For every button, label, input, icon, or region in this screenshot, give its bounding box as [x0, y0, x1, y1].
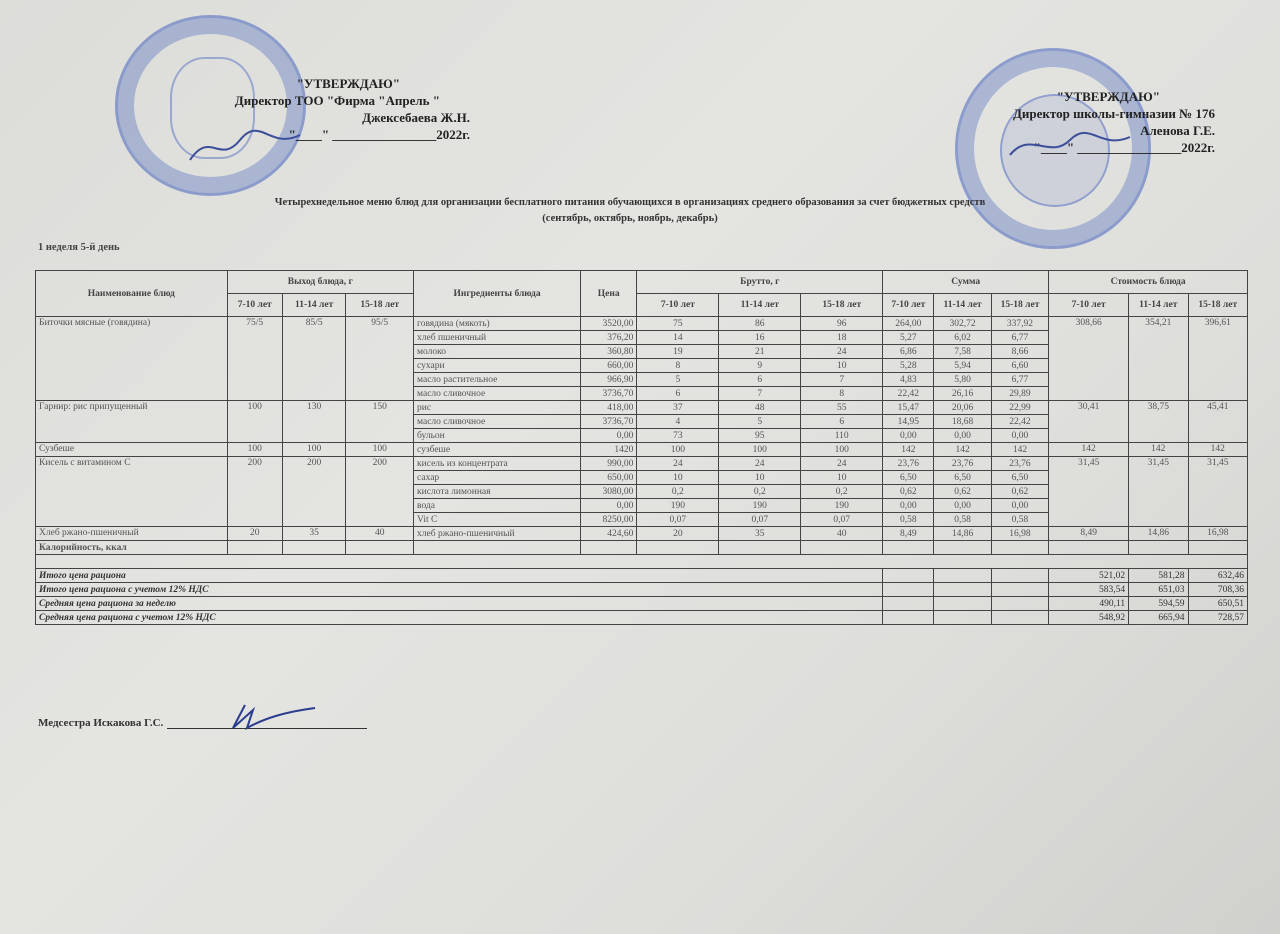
ingredient-gross: 190	[637, 499, 719, 513]
approval-position: Директор ТОО "Фирма "Апрель "	[234, 93, 440, 108]
ingredient-sum: 6,77	[991, 331, 1048, 345]
ingredient-sum: 6,86	[883, 345, 934, 359]
ingredient-gross: 0,07	[719, 513, 801, 527]
dish-yield: 130	[282, 401, 346, 443]
header-gross-age-2: 15-18 лет	[801, 294, 883, 317]
ingredient-sum: 5,94	[934, 359, 991, 373]
ingredient-gross: 7	[801, 373, 883, 387]
ingredient-name: хлеб ржано-пшеничный	[414, 527, 581, 541]
totals-label: Средняя цена рациона за неделю	[36, 597, 883, 611]
ingredient-price: 3520,00	[581, 317, 637, 331]
ingredient-gross: 0,07	[637, 513, 719, 527]
week-day-label: 1 неделя 5-й день	[38, 242, 120, 253]
calories-row	[36, 541, 1248, 555]
ingredient-sum: 23,76	[934, 457, 991, 471]
ingredient-gross: 86	[719, 317, 801, 331]
dish-name: Гарнир: рис припущенный	[36, 401, 228, 443]
ingredient-price: 660,00	[581, 359, 637, 373]
approval-heading: "УТВЕРЖДАЮ"	[296, 76, 400, 91]
ingredient-gross: 190	[719, 499, 801, 513]
dish-cost: 8,49	[1049, 527, 1129, 541]
empty-cell	[991, 569, 1048, 583]
ingredient-gross: 4	[637, 415, 719, 429]
ingredient-gross: 10	[719, 471, 801, 485]
ingredient-sum: 142	[934, 443, 991, 457]
header-sum-age-2: 15-18 лет	[991, 294, 1048, 317]
approval-name: Аленова Г.Е.	[1140, 123, 1215, 138]
totals-row	[36, 583, 1248, 597]
dish-cost: 14,86	[1129, 527, 1188, 541]
empty-cell	[581, 541, 637, 555]
ingredient-sum: 22,42	[991, 415, 1048, 429]
header-cost-age-2: 15-18 лет	[1188, 294, 1248, 317]
ingredient-sum: 5,27	[883, 331, 934, 345]
empty-cell	[801, 541, 883, 555]
header-sum-age-1: 11-14 лет	[934, 294, 991, 317]
menu-table	[35, 270, 1248, 625]
ingredient-gross: 9	[719, 359, 801, 373]
signature-left-icon	[180, 120, 320, 170]
ingredient-gross: 21	[719, 345, 801, 359]
ingredient-price: 3736,70	[581, 387, 637, 401]
totals-value: 521,02	[1049, 569, 1129, 583]
ingredient-sum: 16,98	[991, 527, 1048, 541]
ingredient-gross: 20	[637, 527, 719, 541]
empty-cell	[227, 541, 282, 555]
dish-cost: 31,45	[1129, 457, 1188, 527]
empty-cell	[883, 597, 934, 611]
ingredient-gross: 10	[801, 359, 883, 373]
ingredient-sum: 5,80	[934, 373, 991, 387]
ingredient-sum: 4,83	[883, 373, 934, 387]
ingredient-gross: 24	[801, 345, 883, 359]
ingredient-sum: 8,66	[991, 345, 1048, 359]
dish-yield: 100	[227, 401, 282, 443]
ingredient-gross: 0,07	[801, 513, 883, 527]
empty-cell	[414, 541, 581, 555]
ingredient-gross: 14	[637, 331, 719, 345]
dish-cost: 45,41	[1188, 401, 1248, 443]
ingredient-gross: 8	[801, 387, 883, 401]
ingredient-sum: 0,58	[883, 513, 934, 527]
dish-cost: 31,45	[1188, 457, 1248, 527]
empty-cell	[36, 555, 1248, 569]
table-row	[36, 401, 1248, 415]
ingredient-name: молоко	[414, 345, 581, 359]
dish-yield: 85/5	[282, 317, 346, 401]
ingredient-sum: 5,28	[883, 359, 934, 373]
empty-cell	[883, 583, 934, 597]
ingredient-sum: 0,62	[991, 485, 1048, 499]
ingredient-sum: 6,50	[883, 471, 934, 485]
ingredient-sum: 29,89	[991, 387, 1048, 401]
approval-name: Джексебаева Ж.Н.	[362, 110, 470, 125]
header-cost-age-1: 11-14 лет	[1129, 294, 1188, 317]
ingredient-gross: 6	[637, 387, 719, 401]
empty-cell	[883, 541, 934, 555]
header-price: Цена	[581, 271, 637, 317]
dish-cost: 354,21	[1129, 317, 1188, 401]
ingredient-name: говядина (мякоть)	[414, 317, 581, 331]
ingredient-gross: 0,2	[719, 485, 801, 499]
dish-cost: 142	[1049, 443, 1129, 457]
ingredient-name: вода	[414, 499, 581, 513]
ingredient-sum: 142	[991, 443, 1048, 457]
totals-label: Итого цена рациона с учетом 12% НДС	[36, 583, 883, 597]
ingredient-sum: 18,68	[934, 415, 991, 429]
ingredient-sum: 7,58	[934, 345, 991, 359]
ingredient-name: масло сливочное	[414, 387, 581, 401]
ingredient-gross: 100	[637, 443, 719, 457]
dish-cost: 16,98	[1188, 527, 1248, 541]
ingredient-sum: 20,06	[934, 401, 991, 415]
header-ingredients: Ингредиенты блюда	[414, 271, 581, 317]
ingredient-sum: 0,00	[883, 429, 934, 443]
ingredient-sum: 6,02	[934, 331, 991, 345]
ingredient-sum: 6,50	[991, 471, 1048, 485]
table-row	[36, 457, 1248, 471]
ingredient-sum: 264,00	[883, 317, 934, 331]
empty-cell	[934, 611, 991, 625]
totals-row	[36, 611, 1248, 625]
ingredient-gross: 24	[801, 457, 883, 471]
ingredient-gross: 0,2	[801, 485, 883, 499]
header-yield: Выход блюда, г	[227, 271, 413, 294]
header-yield-age-1: 11-14 лет	[282, 294, 346, 317]
empty-cell	[934, 583, 991, 597]
ingredient-gross: 5	[719, 415, 801, 429]
ingredient-price: 650,00	[581, 471, 637, 485]
totals-label: Средняя цена рациона с учетом 12% НДС	[36, 611, 883, 625]
dish-yield: 75/5	[227, 317, 282, 401]
ingredient-gross: 95	[719, 429, 801, 443]
table-row	[36, 443, 1248, 457]
ingredient-name: хлеб пшеничный	[414, 331, 581, 345]
ingredient-sum: 0,00	[991, 499, 1048, 513]
ingredient-price: 418,00	[581, 401, 637, 415]
dish-yield: 40	[346, 527, 414, 541]
totals-value: 651,03	[1129, 583, 1188, 597]
ingredient-sum: 8,49	[883, 527, 934, 541]
empty-cell	[883, 569, 934, 583]
ingredient-sum: 0,58	[934, 513, 991, 527]
ingredient-gross: 37	[637, 401, 719, 415]
ingredient-name: кисель из концентрата	[414, 457, 581, 471]
ingredient-price: 3736,70	[581, 415, 637, 429]
ingredient-sum: 0,58	[991, 513, 1048, 527]
ingredient-name: рис	[414, 401, 581, 415]
ingredient-sum: 142	[883, 443, 934, 457]
ingredient-price: 990,00	[581, 457, 637, 471]
empty-cell	[991, 597, 1048, 611]
totals-value: 650,51	[1188, 597, 1248, 611]
totals-value: 594,59	[1129, 597, 1188, 611]
ingredient-gross: 19	[637, 345, 719, 359]
empty-cell	[934, 569, 991, 583]
empty-cell	[637, 541, 719, 555]
table-row	[36, 527, 1248, 541]
ingredient-gross: 24	[719, 457, 801, 471]
ingredient-name: Vit C	[414, 513, 581, 527]
dish-yield: 35	[282, 527, 346, 541]
header-cost: Стоимость блюда	[1049, 271, 1248, 294]
ingredient-gross: 10	[637, 471, 719, 485]
ingredient-gross: 10	[801, 471, 883, 485]
approval-heading: "УТВЕРЖДАЮ"	[1056, 89, 1160, 104]
totals-row	[36, 569, 1248, 583]
ingredient-gross: 75	[637, 317, 719, 331]
dish-yield: 200	[346, 457, 414, 527]
ingredient-price: 360,80	[581, 345, 637, 359]
ingredient-sum: 14,95	[883, 415, 934, 429]
empty-cell	[1188, 541, 1248, 555]
approval-date: "____" ________________2022г.	[1033, 140, 1215, 155]
ingredient-sum: 26,16	[934, 387, 991, 401]
empty-cell	[719, 541, 801, 555]
signature-nurse-icon	[225, 700, 325, 732]
ingredient-gross: 16	[719, 331, 801, 345]
table-row	[36, 317, 1248, 331]
totals-value: 548,92	[1049, 611, 1129, 625]
document-title: Четырехнедельное меню блюд для организации бесплатного питания обучающихся в организациях среднего образования за счет бюджетных средств	[274, 197, 986, 208]
approval-position: Директор школы-гимназии № 176	[1012, 106, 1215, 121]
ingredient-sum: 6,60	[991, 359, 1048, 373]
ingredient-price: 8250,00	[581, 513, 637, 527]
dish-yield: 100	[346, 443, 414, 457]
empty-cell	[1049, 541, 1129, 555]
empty-cell	[1129, 541, 1188, 555]
ingredient-gross: 24	[637, 457, 719, 471]
ingredient-sum: 15,47	[883, 401, 934, 415]
totals-value: 490,11	[1049, 597, 1129, 611]
signature-right-icon	[1000, 125, 1140, 165]
ingredient-sum: 22,42	[883, 387, 934, 401]
menu-body	[36, 317, 1248, 625]
ingredient-sum: 337,92	[991, 317, 1048, 331]
dish-yield: 100	[227, 443, 282, 457]
header-gross-age-1: 11-14 лет	[719, 294, 801, 317]
ingredient-gross: 0,2	[637, 485, 719, 499]
ingredient-sum: 23,76	[991, 457, 1048, 471]
ingredient-sum: 6,77	[991, 373, 1048, 387]
ingredient-gross: 73	[637, 429, 719, 443]
ingredient-gross: 7	[719, 387, 801, 401]
dish-yield: 20	[227, 527, 282, 541]
ingredient-sum: 14,86	[934, 527, 991, 541]
document-subtitle: (сентябрь, октябрь, ноябрь, декабрь)	[542, 213, 718, 224]
dish-yield: 200	[282, 457, 346, 527]
ingredient-gross: 100	[719, 443, 801, 457]
ingredient-gross: 55	[801, 401, 883, 415]
ingredient-gross: 190	[801, 499, 883, 513]
empty-cell	[991, 611, 1048, 625]
dish-name: Биточки мясные (говядина)	[36, 317, 228, 401]
dish-name: Сузбеше	[36, 443, 228, 457]
ingredient-gross: 8	[637, 359, 719, 373]
dish-cost: 31,45	[1049, 457, 1129, 527]
dish-name: Кисель с витамином С	[36, 457, 228, 527]
calories-label: Калорийность, ккал	[36, 541, 228, 555]
dish-yield: 100	[282, 443, 346, 457]
ingredient-price: 0,00	[581, 429, 637, 443]
ingredient-name: кислота лимонная	[414, 485, 581, 499]
ingredient-sum: 0,00	[934, 429, 991, 443]
header-cost-age-0: 7-10 лет	[1049, 294, 1129, 317]
ingredient-price: 376,20	[581, 331, 637, 345]
ingredient-gross: 18	[801, 331, 883, 345]
dish-cost: 308,66	[1049, 317, 1129, 401]
ingredient-gross: 48	[719, 401, 801, 415]
ingredient-name: масло сливочное	[414, 415, 581, 429]
ingredient-sum: 0,00	[934, 499, 991, 513]
ingredient-price: 0,00	[581, 499, 637, 513]
ingredient-price: 1420	[581, 443, 637, 457]
empty-cell	[282, 541, 346, 555]
empty-cell	[934, 541, 991, 555]
header-sum: Сумма	[883, 271, 1049, 294]
ingredient-sum: 0,00	[883, 499, 934, 513]
dish-cost: 38,75	[1129, 401, 1188, 443]
ingredient-name: сухари	[414, 359, 581, 373]
ingredient-name: сахар	[414, 471, 581, 485]
empty-cell	[934, 597, 991, 611]
ingredient-gross: 5	[637, 373, 719, 387]
ingredient-sum: 0,62	[934, 485, 991, 499]
document-title-block	[200, 195, 1060, 227]
ingredient-gross: 40	[801, 527, 883, 541]
ingredient-sum: 0,62	[883, 485, 934, 499]
totals-value: 632,46	[1188, 569, 1248, 583]
totals-row	[36, 597, 1248, 611]
ingredient-price: 3080,00	[581, 485, 637, 499]
header-yield-age-0: 7-10 лет	[227, 294, 282, 317]
dish-yield: 150	[346, 401, 414, 443]
header-yield-age-2: 15-18 лет	[346, 294, 414, 317]
dish-cost: 30,41	[1049, 401, 1129, 443]
header-gross-age-0: 7-10 лет	[637, 294, 719, 317]
ingredient-sum: 22,99	[991, 401, 1048, 415]
totals-value: 583,54	[1049, 583, 1129, 597]
nurse-name: Медсестра Искакова Г.С.	[38, 717, 164, 729]
totals-value: 581,28	[1129, 569, 1188, 583]
totals-value: 728,57	[1188, 611, 1248, 625]
ingredient-gross: 100	[801, 443, 883, 457]
ingredient-gross: 96	[801, 317, 883, 331]
totals-value: 708,36	[1188, 583, 1248, 597]
ingredient-price: 424,60	[581, 527, 637, 541]
ingredient-sum: 6,50	[934, 471, 991, 485]
header-dish-name: Наименование блюд	[36, 271, 228, 317]
ingredient-name: бульон	[414, 429, 581, 443]
empty-cell	[883, 611, 934, 625]
ingredient-gross: 6	[719, 373, 801, 387]
ingredient-sum: 23,76	[883, 457, 934, 471]
totals-value: 665,94	[1129, 611, 1188, 625]
dish-yield: 95/5	[346, 317, 414, 401]
totals-label: Итого цена рациона	[36, 569, 883, 583]
ingredient-gross: 110	[801, 429, 883, 443]
ingredient-sum: 302,72	[934, 317, 991, 331]
dish-cost: 396,61	[1188, 317, 1248, 401]
ingredient-gross: 6	[801, 415, 883, 429]
dish-cost: 142	[1129, 443, 1188, 457]
ingredient-sum: 0,00	[991, 429, 1048, 443]
empty-cell	[991, 583, 1048, 597]
header-gross: Брутто, г	[637, 271, 883, 294]
dish-cost: 142	[1188, 443, 1248, 457]
empty-cell	[991, 541, 1048, 555]
blank-row	[36, 555, 1248, 569]
dish-yield: 200	[227, 457, 282, 527]
ingredient-gross: 35	[719, 527, 801, 541]
ingredient-price: 966,90	[581, 373, 637, 387]
ingredient-name: сузбеше	[414, 443, 581, 457]
ingredient-name: масло растительное	[414, 373, 581, 387]
dish-name: Хлеб ржано-пшеничный	[36, 527, 228, 541]
empty-cell	[346, 541, 414, 555]
approval-date: "____" ________________2022г.	[288, 127, 470, 142]
header-sum-age-0: 7-10 лет	[883, 294, 934, 317]
